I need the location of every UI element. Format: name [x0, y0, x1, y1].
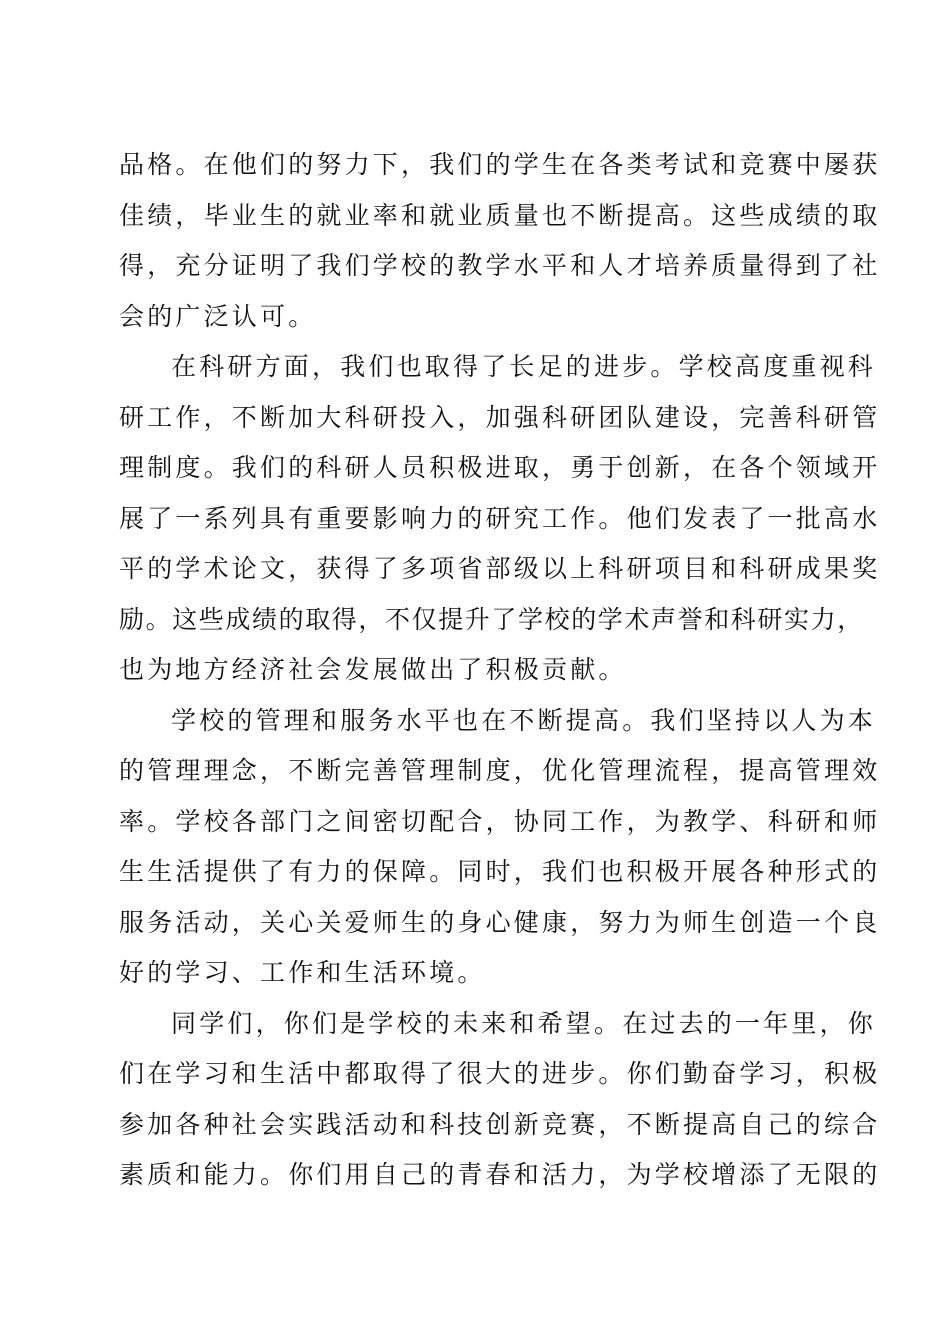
text-line: 得，充分证明了我们学校的教学水平和人才培养质量得到了社 — [119, 251, 881, 280]
text-line: 展了一系列具有重要影响力的研究工作。他们发表了一批高水 — [119, 503, 881, 533]
text-line: 素质和能力。你们用自己的青春和活力，为学校增添了无限的 — [119, 1160, 881, 1189]
text-line: 率。学校各部门之间密切配合，协同工作，为教学、科研和师 — [119, 806, 881, 836]
text-line: 好的学习、工作和生活环境。 — [119, 958, 486, 987]
text-line: 理制度。我们的科研人员积极进取，勇于创新，在各个领域开 — [119, 453, 881, 482]
text-line: 佳绩，毕业生的就业率和就业质量也不断提高。这些成绩的取 — [119, 200, 881, 230]
text-line: 会的广泛认可。 — [119, 301, 317, 331]
text-line: 品格。在他们的努力下，我们的学生在各类考试和竞赛中屡获 — [119, 150, 881, 179]
text-line: 们在学习和生活中都取得了很大的进步。你们勤奋学习，积极 — [119, 1059, 881, 1088]
text-line: 的管理理念，不断完善管理制度，优化管理流程，提高管理效 — [119, 756, 881, 785]
body-text — [119, 140, 881, 1201]
paragraph-first-line: 在科研方面，我们也取得了长足的进步。学校高度重视科 — [171, 352, 877, 381]
text-line: 也为地方经济社会发展做出了积极贡献。 — [119, 655, 627, 684]
text-line: 生生活提供了有力的保障。同时，我们也积极开展各种形式的 — [119, 857, 881, 886]
text-line: 励。这些成绩的取得，不仅提升了学校的学术声誉和科研实力， — [119, 604, 864, 634]
text-line: 参加各种社会实践活动和科技创新竞赛，不断提高自己的综合 — [119, 1109, 881, 1139]
paragraph-first-line: 学校的管理和服务水平也在不断提高。我们坚持以人为本 — [171, 705, 877, 735]
paragraph-first-line: 同学们，你们是学校的未来和希望。在过去的一年里，你 — [171, 1008, 877, 1038]
text-line: 研工作，不断加大科研投入，加强科研团队建设，完善科研管 — [119, 402, 881, 432]
text-line: 平的学术论文，获得了多项省部级以上科研项目和科研成果奖 — [119, 554, 881, 583]
text-line: 服务活动，关心关爱师生的身心健康，努力为师生创造一个良 — [119, 907, 881, 937]
